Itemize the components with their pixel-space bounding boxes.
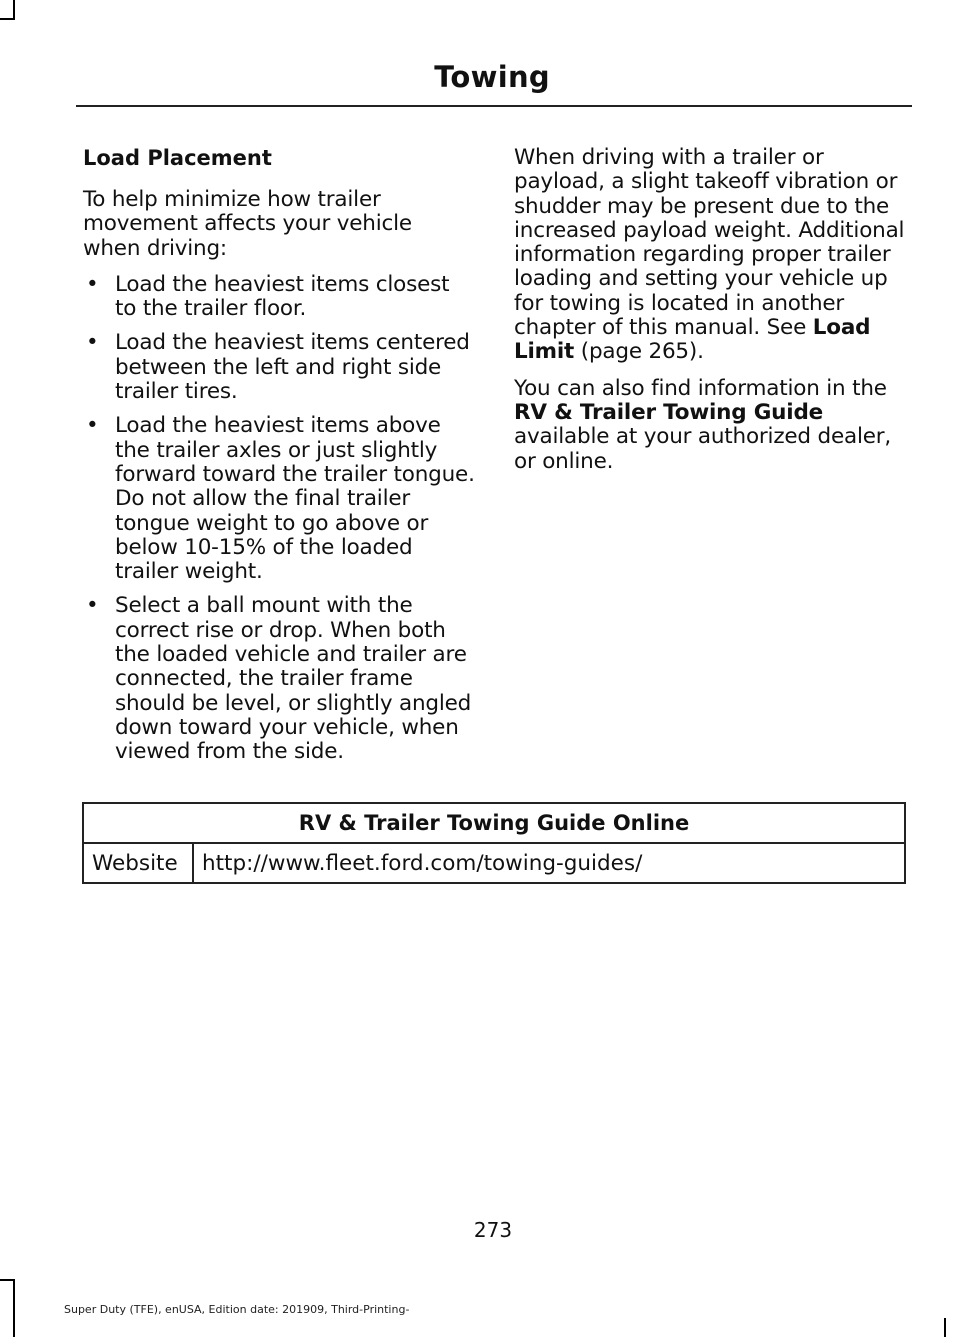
payload-paragraph bbox=[514, 146, 909, 365]
bullet-list bbox=[83, 273, 475, 765]
table-row bbox=[83, 843, 905, 883]
payload-text: When driving with a trailer or payload, a slight takeoff vibration or shudder may be present due to the increased payload weight. Additional information regarding proper trailer loading and setting your vehicle up for towing is located in another chapter of this manual. See bbox=[514, 145, 905, 341]
table-header-row bbox=[83, 803, 905, 843]
edition-footer: Super Duty (TFE), enUSA, Edition date: 201909, Third-Printing- bbox=[64, 1303, 410, 1316]
table-cell-label: Website bbox=[83, 843, 193, 883]
list-item bbox=[83, 331, 475, 404]
guide-text: You can also find information in the bbox=[514, 375, 887, 401]
list-item-text: Load the heaviest items above the trailer axles or just slightly forward toward the trailer tongue. Do not allow the final trailer tongue weight to go above or below 10-15% of the loaded trailer weight. bbox=[115, 413, 475, 585]
list-item bbox=[83, 273, 475, 322]
page-number: 273 bbox=[473, 1218, 513, 1242]
towing-guide-reference: RV & Trailer Towing Guide bbox=[514, 399, 824, 425]
left-column bbox=[83, 144, 475, 775]
website-url-link[interactable]: http://www.fleet.ford.com/towing-guides/ bbox=[193, 843, 905, 883]
bullet-icon: • bbox=[86, 413, 99, 439]
list-item bbox=[83, 414, 475, 584]
list-item-text: Load the heaviest items centered between the left and right side trailer tires. bbox=[115, 330, 470, 405]
section-heading: Load Placement bbox=[83, 146, 272, 170]
crop-mark bbox=[13, 0, 15, 20]
crop-mark bbox=[0, 1279, 15, 1281]
page-header-title: Towing bbox=[434, 60, 550, 94]
crop-mark bbox=[13, 1279, 15, 1337]
guide-paragraph bbox=[514, 377, 909, 474]
towing-guide-table bbox=[82, 802, 906, 884]
page-reference: (page 265). bbox=[574, 339, 704, 365]
crop-mark bbox=[944, 1318, 946, 1337]
bullet-icon: • bbox=[86, 330, 99, 356]
guide-text-end: available at your authorized dealer, or online. bbox=[514, 424, 892, 474]
list-item-text: Load the heaviest items closest to the trailer floor. bbox=[115, 271, 450, 322]
list-item bbox=[83, 594, 475, 764]
bullet-icon: • bbox=[86, 593, 99, 619]
table-title: RV & Trailer Towing Guide Online bbox=[83, 803, 905, 843]
list-item-text: Select a ball mount with the correct rise or drop. When both the loaded vehicle and trailer are connected, the trailer frame should be level, or slightly angled down toward your vehicle, when viewed from the side. bbox=[115, 593, 472, 765]
header-divider bbox=[76, 105, 912, 107]
intro-paragraph: To help minimize how trailer movement affects your vehicle when driving: bbox=[83, 187, 412, 261]
right-column bbox=[514, 146, 909, 486]
load-limit-link[interactable]: Load Limit bbox=[514, 315, 871, 365]
bullet-icon: • bbox=[86, 271, 99, 297]
crop-mark bbox=[0, 18, 15, 20]
